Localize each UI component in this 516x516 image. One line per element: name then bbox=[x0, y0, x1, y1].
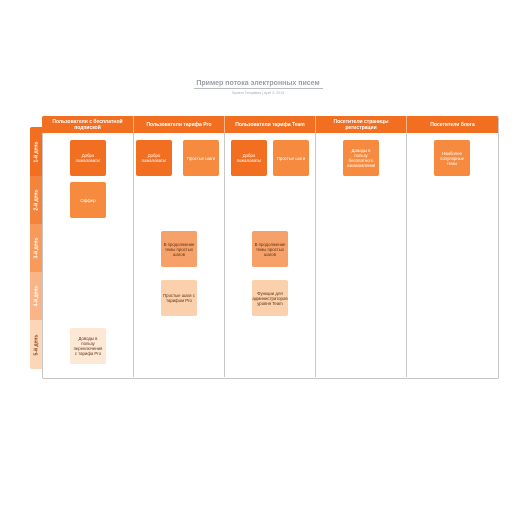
row-label: 3-й день bbox=[33, 237, 39, 259]
title-rule bbox=[194, 88, 323, 89]
column-divider bbox=[224, 133, 225, 377]
card-free-reasons-pro[interactable]: Доводы в пользу переключения с тарифа Pro bbox=[70, 328, 106, 364]
column-divider bbox=[315, 133, 316, 377]
card-team-admin-functions[interactable]: Функции для администраторов уровня Team bbox=[252, 280, 288, 316]
row-label: 5-й день bbox=[33, 334, 39, 355]
row-header-strip bbox=[30, 127, 42, 369]
card-pro-welcome[interactable]: Добро пожаловать! bbox=[136, 140, 172, 176]
card-team-simple-steps[interactable]: Простые шаги bbox=[273, 140, 309, 176]
column-divider bbox=[406, 133, 407, 377]
row-header-day-5 bbox=[30, 320, 42, 369]
row-label: 2-й день bbox=[33, 189, 39, 211]
card-team-welcome[interactable]: Добро пожаловать! bbox=[231, 140, 267, 176]
card-signup-reasons-free[interactable]: Доводы в пользу бесплатного ознакомления bbox=[343, 140, 379, 176]
card-pro-simple-steps[interactable]: Простые шаги bbox=[183, 140, 219, 176]
row-label: 1-й день bbox=[33, 141, 39, 162]
diagram-title: Пример потока электронных писем bbox=[196, 80, 320, 87]
card-pro-simple-steps-tariff[interactable]: Простые шаги с тарифом Pro bbox=[161, 280, 197, 316]
card-free-welcome[interactable]: Добро пожаловать! bbox=[70, 140, 106, 176]
row-header-day-3 bbox=[30, 224, 42, 272]
row-header-day-4 bbox=[30, 272, 42, 320]
card-pro-continue[interactable]: В продолжение темы простых шагов bbox=[161, 231, 197, 267]
column-header-signup: Посетители страницы регистрации bbox=[316, 116, 407, 133]
card-team-continue[interactable]: В продолжение темы простых шагов bbox=[252, 231, 288, 267]
column-header-free: Пользователи с бесплатной подпиской bbox=[42, 116, 134, 133]
diagram-subtitle: System Templates | April 3, 2019 bbox=[231, 91, 285, 95]
column-header-pro: Пользователи тарифа Pro bbox=[134, 116, 225, 133]
column-divider bbox=[133, 133, 134, 377]
card-blog-popular-topics[interactable]: Наиболее популярные темы bbox=[434, 140, 470, 176]
row-header-day-1 bbox=[30, 127, 42, 176]
row-header-day-2 bbox=[30, 176, 42, 224]
column-header-blog: Посетители блога bbox=[407, 116, 498, 133]
row-label: 4-й день bbox=[33, 285, 39, 307]
card-free-offer[interactable]: Оффер bbox=[70, 182, 106, 218]
column-header-team: Пользователи тарифа Team bbox=[225, 116, 316, 133]
